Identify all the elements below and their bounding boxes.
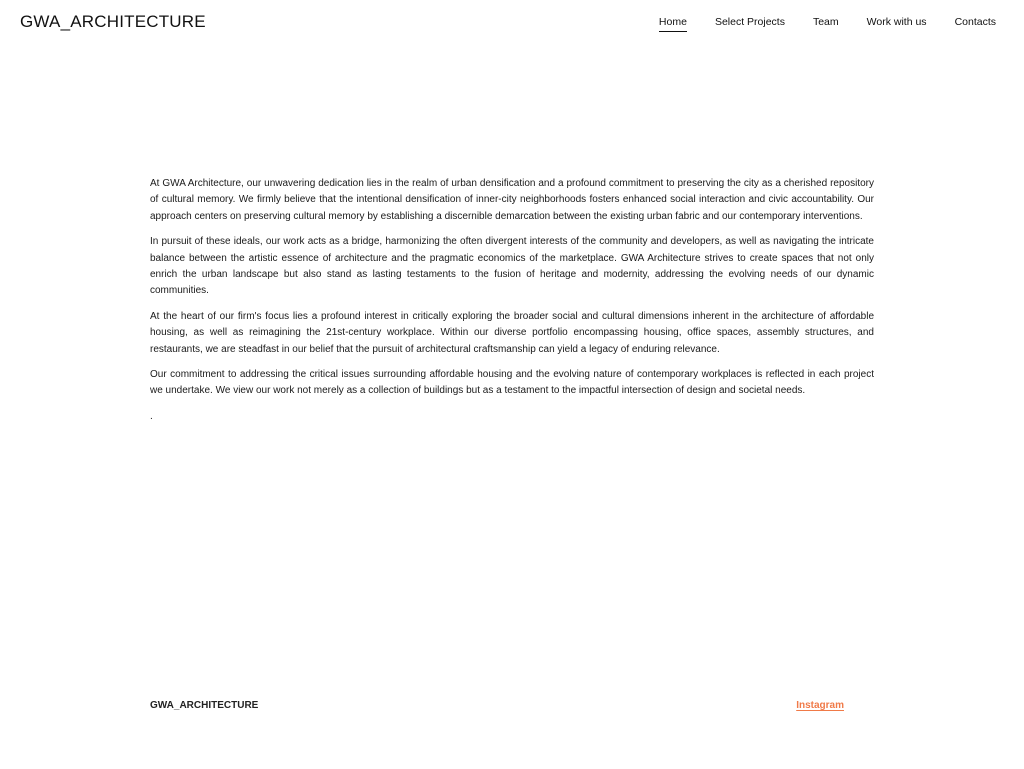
nav-item-work-with-us[interactable]: Work with us [866,16,927,28]
about-content [150,176,874,434]
site-header [0,0,1024,46]
nav-item-select-projects[interactable]: Select Projects [714,16,785,28]
site-logo[interactable]: GWA_ARCHITECTURE [20,12,206,31]
about-paragraph: In pursuit of these ideals, our work acts as a bridge, harmonizing the often divergent interests of the community and developers, as well as navigating the intricate balance between the artistic essence of architecture and the pragmatic economics of the marketplace. GWA Architecture strives to create spaces that not only enrich the urban landscape but also stand as lasting testaments to the fusion of heritage and modernity, addressing the evolving needs of our dynamic communities. [150,236,874,297]
footer-brand: GWA_ARCHITECTURE [150,700,259,711]
about-paragraph: Our commitment to addressing the critical issues surrounding affordable housing and the evolving nature of contemporary workplaces is reflected in each project we undertake. We view our work not merely as a collection of buildings but as a testament to the impactful intersection of design and societal needs. [150,369,874,397]
about-paragraph: At GWA Architecture, our unwavering dedication lies in the realm of urban densification and a profound commitment to preserving the city as a cherished repository of cultural memory. We firmly believe that the intentional densification of inner-city neighborhoods fosters enhanced social interaction and civic accountability. Our approach centers on preserving cultural memory by establishing a discernible demarcation between the existing urban fabric and our contemporary interventions. [150,178,874,222]
about-paragraph-dot: . [150,410,153,422]
about-paragraph: At the heart of our firm's focus lies a profound interest in critically exploring the broader social and cultural dimensions inherent in the architecture of affordable housing, as well as reimagining the 21st-century workplace. Within our diverse portfolio encompassing housing, office spaces, assembly structures, and restaurants, we are steadfast in our belief that the pursuit of architectural craftsmanship can yield a legacy of enduring relevance. [150,310,874,355]
site-footer [150,700,844,718]
nav-item-contacts[interactable]: Contacts [954,16,996,28]
main-nav [631,16,996,32]
instagram-link[interactable]: Instagram [796,700,844,711]
nav-item-home[interactable]: Home [659,16,687,32]
nav-item-team[interactable]: Team [812,16,839,28]
